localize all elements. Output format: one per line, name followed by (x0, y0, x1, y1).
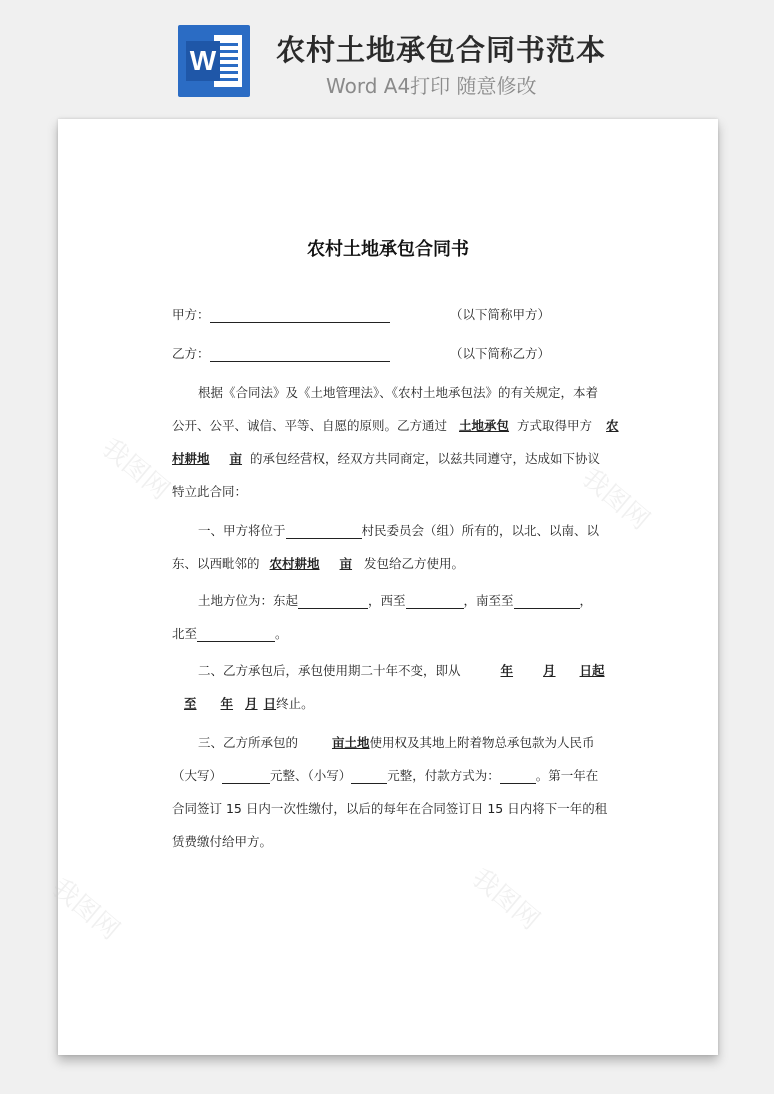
watermark: 我图网 (95, 432, 175, 506)
paragraph-line: 特立此合同： (172, 484, 248, 499)
land-area: 亩土地 (332, 735, 370, 750)
clause-3-line: 三、乙方所承包的 亩土地使用权及其地上附着物总承包款为人民币 (198, 735, 595, 750)
party-a-label: 甲方： (172, 307, 210, 322)
contract-method: 土地承包 (459, 418, 510, 433)
amount-number-blank[interactable] (351, 770, 387, 784)
clause-1-line: 一、甲方将位于 村民委员会（组）所有的，以北、以南、以 (198, 523, 600, 538)
document-page (45, 119, 718, 1055)
paragraph-line: 村耕地 亩 的承包经营权，经双方共同商定，以兹共同遵守，达成如下协议 (172, 451, 601, 466)
east-blank[interactable] (298, 595, 368, 609)
word-letter: W (186, 41, 220, 81)
clause-3-line: 合同签订 15 日内一次性缴付，以后的每年在合同签订日 15 日内将下一年的租 (172, 801, 608, 816)
watermark: 我图网 (45, 872, 125, 946)
paragraph-line: 公开、公平、诚信、平等、自愿的原则。乙方通过 土地承包 方式取得甲方 农 (172, 418, 619, 433)
header-title: 农村土地承包合同书范本 (276, 33, 607, 67)
party-b-note: （以下简称乙方） (450, 346, 551, 361)
header (0, 0, 774, 110)
payment-method-blank[interactable] (500, 770, 536, 784)
party-a-note: （以下简称甲方） (450, 307, 551, 322)
clause-1-line: 东、以西毗邻的 农村耕地 亩 发包给乙方使用。 (172, 556, 465, 571)
document-title: 农村土地承包合同书 (307, 239, 469, 260)
word-icon (178, 25, 250, 97)
party-b-label: 乙方： (172, 346, 210, 361)
party-a-line (172, 305, 390, 323)
land-type: 村耕地 (172, 451, 210, 466)
land-type-part: 农 (606, 418, 619, 433)
land-type: 农村耕地 (269, 556, 320, 571)
watermark: 我图网 (465, 862, 545, 936)
area-unit: 亩 (229, 451, 243, 466)
clause-3-line: （大写） 元整、（小写） 元整，付款方式为： 。第一年在 (172, 768, 599, 783)
clause-2-line: 至 年 月 日终止。 (184, 696, 314, 711)
clause-2-line: 二、乙方承包后，承包使用期二十年不变，即从 年 月 日起 (198, 663, 605, 678)
west-blank[interactable] (406, 595, 464, 609)
area-unit: 亩 (339, 556, 353, 571)
south-blank[interactable] (514, 595, 580, 609)
amount-words-blank[interactable] (222, 770, 270, 784)
party-b-blank[interactable] (210, 348, 390, 362)
north-blank[interactable] (197, 628, 275, 642)
location-line: 北至 。 (172, 626, 288, 641)
paragraph-line: 根据《合同法》及《土地管理法》、《农村土地承包法》的有关规定，本着 (198, 385, 599, 400)
party-a-blank[interactable] (210, 309, 390, 323)
clause-3-line: 赁费缴付给甲方。 (172, 834, 273, 849)
party-b-line (172, 344, 390, 362)
location-line: 土地方位为：东起 ，西至 ，南至至 ， (198, 593, 593, 608)
watermark: 我图网 (575, 462, 655, 536)
header-subtitle: Word A4打印 随意修改 (326, 74, 537, 98)
village-blank[interactable] (286, 525, 362, 539)
